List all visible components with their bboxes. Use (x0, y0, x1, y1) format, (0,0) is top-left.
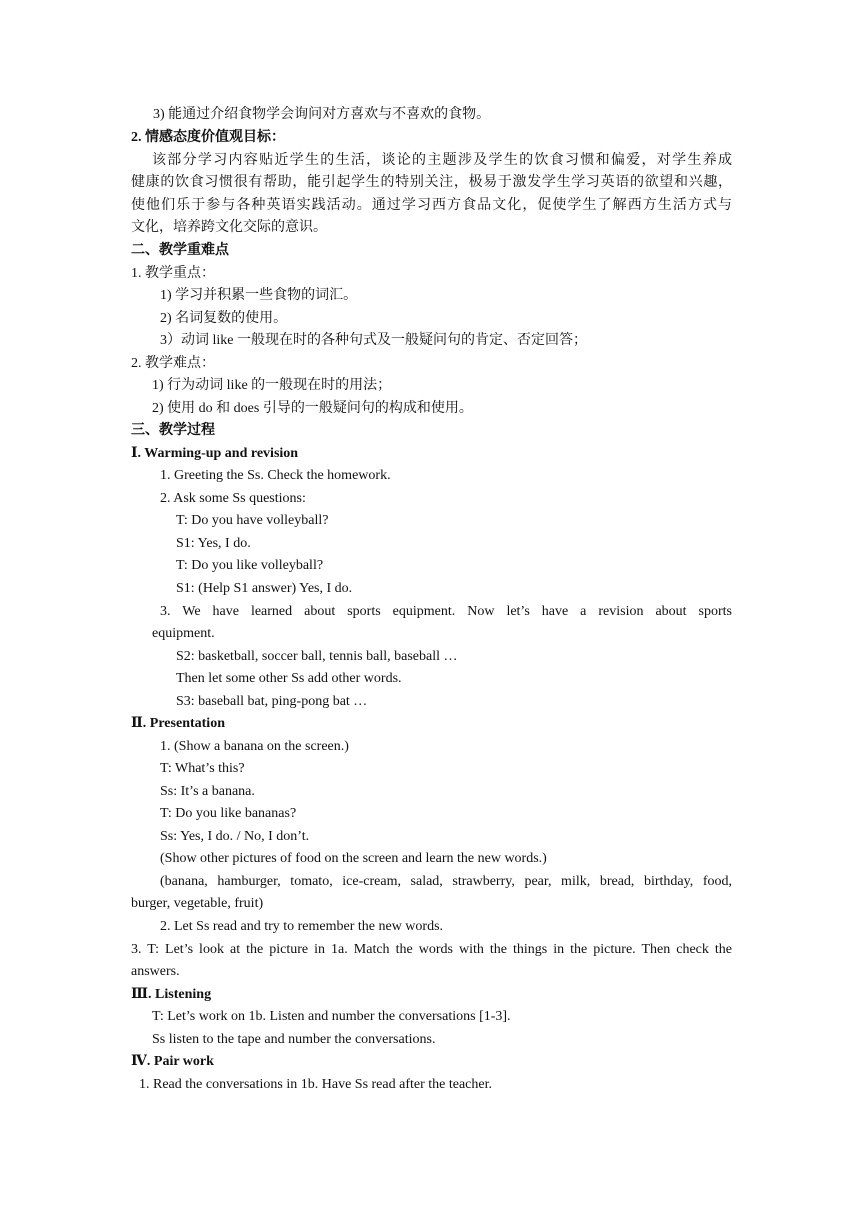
paragraph-line: 使他们乐于参与各种英语实践活动。通过学习西方食品文化，促使学生了解西方生活方式与 (131, 198, 732, 213)
dialogue-line: T: What’s this? (160, 761, 245, 776)
dialogue-line: T: Do you like volleyball? (176, 558, 324, 573)
dialogue-line: S3: baseball bat, ping-pong bat … (176, 694, 368, 709)
section-heading-key-points: 二、教学重难点 (131, 243, 229, 258)
list-item: 2) 名词复数的使用。 (160, 311, 288, 326)
step-line: 3. T: Let’s look at the picture in 1a. Match the words with the things in the picture. Then check the (131, 942, 732, 957)
step-line: 1. Read the conversations in 1b. Have Ss read after the teacher. (139, 1077, 492, 1092)
dialogue-line: Ss: Yes, I do. / No, I don’t. (160, 829, 310, 844)
dialogue-line: T: Do you like bananas? (160, 806, 297, 821)
step-heading-warming-up: Ⅰ. Warming-up and revision (131, 446, 299, 461)
section-heading-process: 三、教学过程 (131, 423, 215, 438)
list-item: 2) 使用 do 和 does 引导的一般疑问句的构成和使用。 (152, 401, 473, 416)
step-heading-presentation: Ⅱ. Presentation (131, 716, 225, 731)
step-heading-pair-work: Ⅳ. Pair work (131, 1054, 214, 1069)
step-line: 3. We have learned about sports equipment. Now let’s have a revision about sports (160, 604, 732, 619)
list-item: 3）动词 like 一般现在时的各种句式及一般疑问句的肯定、否定回答； (160, 333, 587, 348)
paragraph-line: 健康的饮食习惯很有帮助，能引起学生的特别关注，极易于激发学生学习英语的欲望和兴趣， (131, 175, 732, 190)
step-heading-listening: Ⅲ. Listening (131, 987, 212, 1002)
dialogue-line: S2: basketball, soccer ball, tennis ball, baseball … (176, 649, 458, 664)
dialogue-line: Then let some other Ss add other words. (176, 671, 402, 686)
step-line: (Show other pictures of food on the screen and learn the new words.) (160, 851, 547, 866)
objective-item-3: 3) 能通过介绍食物学会询问对方喜欢与不喜欢的食物。 (153, 107, 491, 122)
step-line: burger, vegetable, fruit) (131, 896, 264, 911)
subheading-focus: 1. 教学重点： (131, 266, 215, 281)
paragraph-line: 该部分学习内容贴近学生的生活，谈论的主题涉及学生的饮食习惯和偏爱，对学生养成 (152, 153, 732, 168)
step-line: 2. Ask some Ss questions: (160, 491, 306, 506)
list-item: 1) 学习并积累一些食物的词汇。 (160, 288, 358, 303)
section-heading-emotional-goals: 2. 情感态度价值观目标： (131, 130, 285, 145)
step-line: (banana, hamburger, tomato, ice-cream, salad, strawberry, pear, milk, bread, birthday, food, (160, 874, 732, 889)
dialogue-line: S1: (Help S1 answer) Yes, I do. (176, 581, 353, 596)
step-line: 2. Let Ss read and try to remember the new words. (160, 919, 444, 934)
step-line: Ss listen to the tape and number the conversations. (152, 1032, 436, 1047)
subheading-difficulty: 2. 教学难点： (131, 356, 215, 371)
step-line: equipment. (152, 626, 215, 641)
dialogue-line: Ss: It’s a banana. (160, 784, 255, 799)
list-item: 1) 行为动词 like 的一般现在时的用法； (152, 378, 392, 393)
step-line: 1. Greeting the Ss. Check the homework. (160, 468, 391, 483)
step-line: answers. (131, 964, 180, 979)
step-line: 1. (Show a banana on the screen.) (160, 739, 349, 754)
paragraph-line: 文化，培养跨文化交际的意识。 (131, 220, 327, 235)
step-line: T: Let’s work on 1b. Listen and number the conversations [1-3]. (152, 1009, 511, 1024)
dialogue-line: S1: Yes, I do. (176, 536, 251, 551)
dialogue-line: T: Do you have volleyball? (176, 513, 329, 528)
